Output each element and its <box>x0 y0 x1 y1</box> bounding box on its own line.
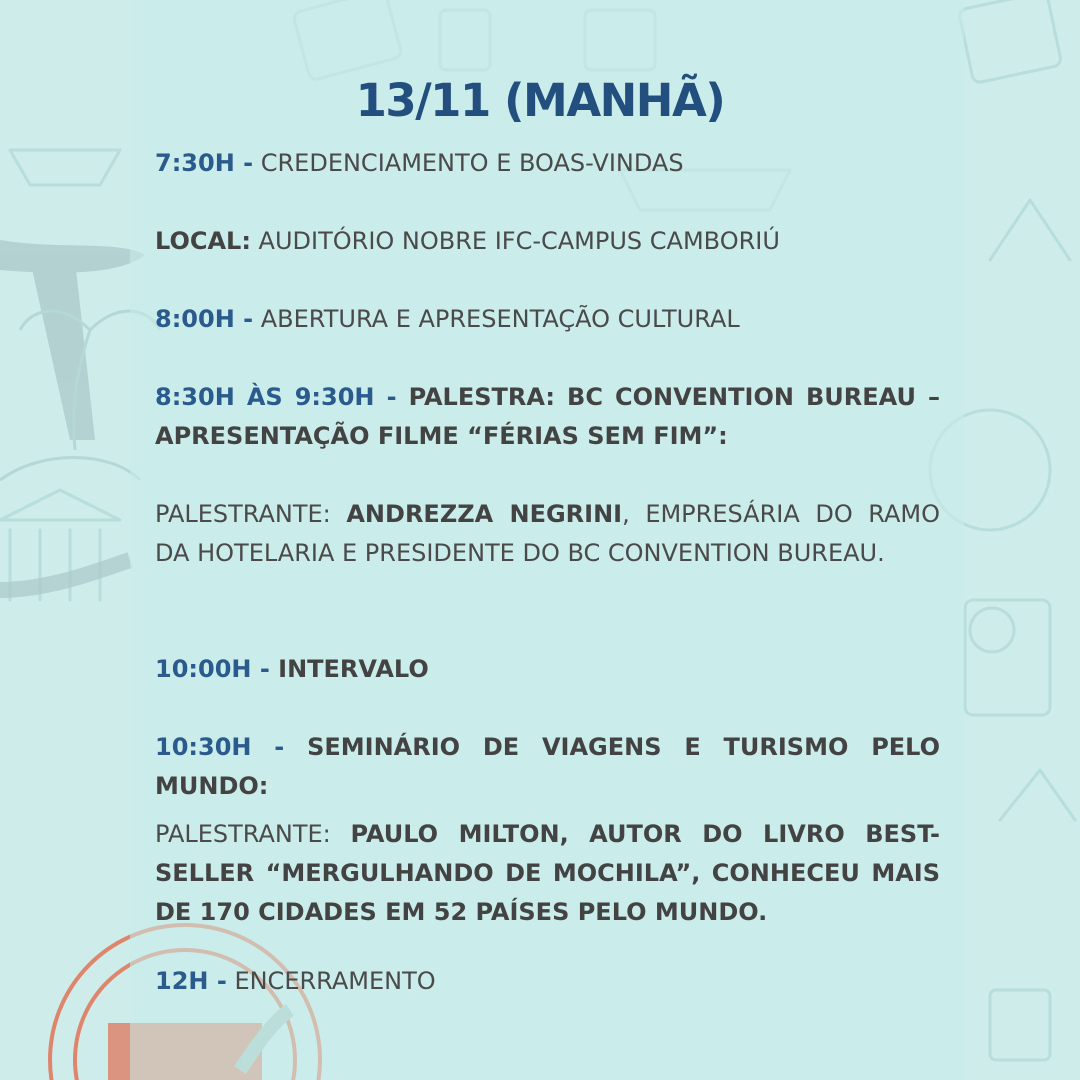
item-text: CREDENCIAMENTO E BOAS-VINDAS <box>253 149 684 177</box>
item-text: ABERTURA E APRESENTAÇÃO CULTURAL <box>253 305 740 333</box>
speaker-label: PALESTRANTE: <box>155 500 347 528</box>
speaker-andrezza <box>155 495 940 573</box>
schedule-item-local <box>155 222 940 261</box>
schedule-item-credenciamento <box>155 144 940 183</box>
schedule-item-encerramento <box>155 962 940 1001</box>
item-title: PALESTRA: BC CONVENTION BUREAU – APRESENTAÇÃO FILME “FÉRIAS SEM FIM”: <box>155 383 940 450</box>
time-label: 10:30H - <box>155 733 285 761</box>
local-label: LOCAL: <box>155 227 251 255</box>
speaker-paulo <box>155 815 940 932</box>
schedule-item-abertura <box>155 300 940 339</box>
speaker-description: PAULO MILTON, AUTOR DO LIVRO BEST-SELLER “MERGULHANDO DE MOCHILA”, CONHECEU MAIS DE 170 CIDADES EM 52 PAÍSES PELO MUNDO. <box>155 820 940 926</box>
item-text: INTERVALO <box>269 655 429 683</box>
time-label: 12H - <box>155 967 227 995</box>
item-text: AUDITÓRIO NOBRE IFC-CAMPUS CAMBORIÚ <box>250 227 780 255</box>
speaker-label: PALESTRANTE: <box>155 820 351 848</box>
airplane-icon <box>0 240 145 440</box>
schedule-item-intervalo <box>155 650 940 689</box>
speaker-name: ANDREZZA NEGRINI <box>346 500 623 528</box>
speaker-description: , EMPRESÁRIA DO RAMO DA HOTELARIA E PRESIDENTE DO BC CONVENTION BUREAU. <box>155 500 941 567</box>
item-title: SEMINÁRIO DE VIAGENS E TURISMO PELO MUNDO: <box>155 733 941 800</box>
time-label: 7:30H - <box>155 149 254 177</box>
schedule-item-palestra <box>155 378 940 456</box>
schedule-item-seminario <box>155 728 940 806</box>
mountain-icon <box>990 200 1075 820</box>
page-title: 13/11 (MANHÃ) <box>355 74 725 127</box>
time-label: 8:30H ÀS 9:30H - <box>155 383 397 411</box>
item-text: ENCERRAMENTO <box>226 967 436 995</box>
time-label: 10:00H - <box>155 655 270 683</box>
time-label: 8:00H - <box>155 305 254 333</box>
